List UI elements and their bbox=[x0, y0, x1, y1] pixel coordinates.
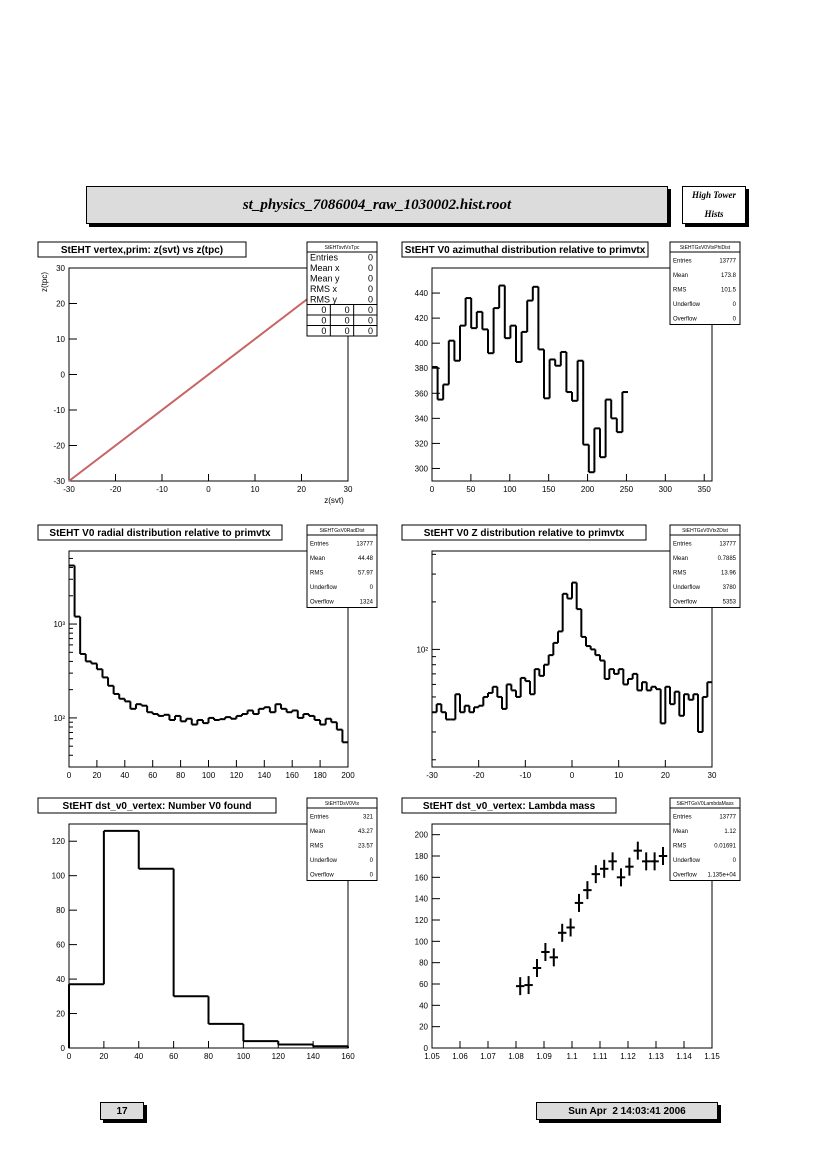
y-tick-label: 320 bbox=[414, 439, 428, 449]
y-axis-label: z(tpc) bbox=[40, 272, 49, 292]
x-tick-label: 60 bbox=[169, 1052, 179, 1061]
chart-panel-2 bbox=[402, 242, 740, 494]
x-tick-label: 140 bbox=[257, 771, 271, 780]
y-tick-label: 40 bbox=[56, 975, 65, 985]
stats-label: Mean y bbox=[310, 273, 340, 284]
x-tick-label: 30 bbox=[343, 485, 353, 494]
stats-grid-cell: 0 bbox=[367, 326, 373, 336]
stats-value: 57.97 bbox=[357, 570, 373, 577]
x-tick-label: 20 bbox=[297, 485, 306, 494]
y-tick-label: 120 bbox=[414, 916, 428, 925]
stats-frame bbox=[670, 798, 740, 881]
stats-name: StEHTGsV0VtxPhiDist bbox=[679, 245, 731, 251]
stats-label: RMS y bbox=[310, 294, 337, 305]
x-tick-label: 0 bbox=[569, 771, 575, 780]
stats-label: RMS x bbox=[310, 284, 337, 294]
y-tick-label: 0 bbox=[60, 370, 65, 380]
x-tick-label: 20 bbox=[92, 771, 102, 780]
stats-value: 0 bbox=[732, 302, 736, 308]
stats-label: RMS bbox=[673, 570, 687, 577]
y-tick-label: 80 bbox=[56, 906, 65, 916]
stats-name: StEHTDsV0Vtx bbox=[324, 801, 360, 807]
stats-value: 1.135e+04 bbox=[707, 872, 736, 879]
x-tick-label: 300 bbox=[658, 485, 673, 494]
x-tick-label: 350 bbox=[697, 485, 711, 494]
y-tick-label: 10³ bbox=[53, 620, 65, 630]
stats-value: 3780 bbox=[722, 585, 736, 591]
stats-label: Underflow bbox=[673, 302, 701, 308]
data-point bbox=[524, 976, 532, 994]
stats-frame bbox=[307, 798, 377, 881]
x-tick-label: -20 bbox=[472, 771, 485, 780]
stats-value: 13.96 bbox=[720, 570, 736, 577]
stats-label: Entries bbox=[673, 258, 692, 265]
y-tick-label: 380 bbox=[414, 364, 428, 374]
y-tick-label: 20 bbox=[419, 1022, 428, 1032]
chart-title: StEHT V0 azimuthal distribution relative to primvtx bbox=[404, 245, 646, 256]
chart-title-box bbox=[402, 242, 648, 257]
stats-label: Underflow bbox=[673, 858, 701, 864]
stats-box bbox=[670, 242, 740, 325]
x-tick-label: 1.13 bbox=[648, 1052, 664, 1061]
x-tick-label: 100 bbox=[503, 485, 517, 494]
stats-label: Entries bbox=[310, 252, 339, 263]
x-tick-label: 1.15 bbox=[704, 1052, 720, 1061]
x-tick-label: 200 bbox=[341, 771, 355, 780]
stats-label: Overflow bbox=[673, 316, 697, 323]
x-tick-label: 1.06 bbox=[452, 1052, 468, 1061]
stats-label: Entries bbox=[673, 814, 692, 821]
data-point bbox=[583, 881, 591, 899]
chart-panel-6 bbox=[402, 798, 740, 1061]
x-tick-label: 1.08 bbox=[508, 1052, 524, 1061]
stats-label: Mean x bbox=[310, 263, 340, 273]
stats-frame bbox=[670, 525, 740, 608]
x-tick-label: 200 bbox=[580, 485, 595, 494]
data-point bbox=[592, 865, 600, 883]
stats-value: 0 bbox=[369, 585, 373, 591]
y-tick-label: 100 bbox=[414, 937, 428, 947]
data-point bbox=[642, 852, 650, 870]
x-tick-label: 10 bbox=[250, 485, 260, 494]
x-tick-label: 120 bbox=[271, 1052, 285, 1061]
data-point bbox=[566, 918, 574, 936]
y-tick-label: 10² bbox=[416, 645, 428, 655]
x-tick-label: -30 bbox=[426, 771, 438, 780]
footer-page-number bbox=[100, 1102, 144, 1120]
data-point bbox=[600, 860, 608, 878]
stats-label: RMS bbox=[310, 843, 324, 850]
stats-value: 0 bbox=[369, 858, 373, 864]
stats-name: StEHTsvtVsTpc bbox=[324, 245, 360, 251]
x-tick-label: -10 bbox=[156, 485, 168, 494]
chart-panel-5 bbox=[38, 798, 377, 1061]
stats-label: Mean bbox=[673, 273, 689, 279]
y-tick-label: 120 bbox=[51, 837, 65, 847]
stats-label: Mean bbox=[310, 829, 326, 835]
footer-page-text: 17 bbox=[116, 1105, 128, 1117]
stats-label: RMS bbox=[673, 843, 687, 850]
y-tick-label: 20 bbox=[56, 1009, 65, 1019]
y-tick-label: 300 bbox=[414, 464, 428, 474]
x-tick-label: 250 bbox=[619, 485, 634, 494]
stats-label: Mean bbox=[673, 829, 689, 835]
x-tick-label: 1.14 bbox=[676, 1052, 692, 1061]
x-tick-label: 1.11 bbox=[592, 1052, 608, 1061]
stats-value: 0 bbox=[367, 273, 373, 284]
y-tick-label: -30 bbox=[53, 477, 65, 486]
x-tick-label: 80 bbox=[204, 1052, 213, 1061]
x-tick-label: 80 bbox=[176, 771, 186, 780]
footer-date bbox=[536, 1102, 718, 1120]
stats-value: 23.57 bbox=[357, 843, 373, 850]
stats-grid-cell: 0 bbox=[344, 315, 350, 326]
stats-grid-cell: 0 bbox=[367, 305, 373, 315]
y-tick-label: 440 bbox=[414, 289, 428, 299]
stats-value: 0 bbox=[367, 252, 373, 263]
x-tick-label: 0 bbox=[429, 485, 435, 494]
stats-label: Overflow bbox=[673, 599, 697, 606]
data-point bbox=[617, 868, 625, 886]
stats-value: 1324 bbox=[359, 599, 373, 606]
data-point bbox=[634, 842, 642, 860]
data-point bbox=[659, 847, 667, 865]
data-point bbox=[625, 858, 633, 876]
stats-frame bbox=[307, 525, 377, 608]
stats-value: 13777 bbox=[356, 541, 373, 548]
y-tick-label: 100 bbox=[51, 871, 65, 881]
y-tick-label: 80 bbox=[419, 958, 428, 968]
stats-box bbox=[670, 525, 740, 608]
footer-date-text: Sun Apr 2 14:03:41 2006 bbox=[568, 1105, 686, 1117]
x-tick-label: -30 bbox=[63, 485, 75, 494]
y-tick-label: 400 bbox=[414, 339, 428, 349]
x-tick-label: 140 bbox=[306, 1052, 320, 1061]
chart-title-box bbox=[402, 798, 616, 813]
x-tick-label: 30 bbox=[707, 771, 717, 780]
stats-label: Underflow bbox=[673, 585, 701, 591]
x-tick-label: 1.05 bbox=[424, 1052, 440, 1061]
stats-name: StEHTGsV0LambdaMass bbox=[676, 801, 734, 807]
stats-grid-cell: 0 bbox=[321, 315, 327, 326]
y-tick-label: 140 bbox=[414, 894, 428, 904]
x-tick-label: -20 bbox=[109, 485, 122, 494]
y-tick-label: 420 bbox=[414, 314, 428, 324]
stats-label: Overflow bbox=[310, 872, 334, 879]
stats-grid-cell: 0 bbox=[344, 305, 350, 315]
y-tick-label: 200 bbox=[414, 830, 428, 840]
x-tick-label: 40 bbox=[134, 1052, 144, 1061]
x-tick-label: 120 bbox=[229, 771, 244, 780]
plot-frame bbox=[69, 551, 348, 767]
stats-value: 44.48 bbox=[357, 556, 373, 562]
stats-value: 13777 bbox=[719, 541, 736, 548]
chart-panel-3 bbox=[38, 525, 377, 780]
data-point bbox=[541, 943, 549, 961]
stats-value: 0 bbox=[732, 316, 736, 323]
x-tick-label: 100 bbox=[236, 1052, 251, 1061]
x-tick-label: -10 bbox=[519, 771, 532, 780]
correlation-line bbox=[69, 268, 348, 481]
stats-value: 0.7885 bbox=[717, 556, 736, 562]
x-tick-label: 180 bbox=[313, 771, 327, 780]
stats-label: RMS bbox=[310, 570, 324, 577]
stats-label: Entries bbox=[673, 541, 692, 548]
stats-grid-cell: 0 bbox=[321, 326, 327, 336]
stats-label: Underflow bbox=[310, 585, 338, 591]
x-tick-label: 0 bbox=[66, 1052, 72, 1061]
stats-value: 0 bbox=[732, 858, 736, 864]
header-tag-line1: High Tower bbox=[692, 190, 736, 200]
stats-grid-cell: 0 bbox=[344, 326, 350, 336]
data-point bbox=[575, 894, 583, 912]
stats-name: StEHTGsV0RadDist bbox=[319, 528, 365, 534]
x-tick-label: 20 bbox=[99, 1052, 109, 1061]
x-tick-label: 160 bbox=[341, 1052, 355, 1061]
chart-title-box bbox=[38, 242, 246, 257]
data-point bbox=[558, 924, 566, 942]
stats-value: 0 bbox=[367, 263, 373, 273]
stats-grid-cell: 0 bbox=[321, 305, 327, 315]
chart-title: StEHT V0 Z distribution relative to primvtx bbox=[423, 528, 625, 539]
stats-value: 0 bbox=[367, 294, 373, 305]
stats-label: Overflow bbox=[673, 872, 697, 879]
data-point bbox=[533, 959, 541, 977]
data-point bbox=[550, 948, 558, 966]
x-tick-label: 1.09 bbox=[536, 1052, 552, 1061]
stats-label: Overflow bbox=[310, 599, 334, 606]
y-tick-label: 20 bbox=[56, 299, 65, 309]
header-tag-line2: Hists bbox=[704, 209, 724, 219]
y-tick-label: 30 bbox=[56, 264, 65, 273]
x-axis-label: z(svt) bbox=[324, 496, 344, 505]
stats-box bbox=[307, 798, 377, 881]
x-tick-label: 160 bbox=[285, 771, 299, 780]
chart-title: StEHT vertex,prim: z(svt) vs z(tpc) bbox=[60, 245, 224, 256]
stats-label: Entries bbox=[310, 814, 329, 821]
stats-grid-cell: 0 bbox=[367, 315, 373, 326]
header-title-text: st_physics_7086004_raw_1030002.hist.root bbox=[242, 196, 512, 213]
y-tick-label: -10 bbox=[53, 406, 65, 415]
data-point bbox=[650, 852, 658, 870]
stats-value: 173.8 bbox=[720, 273, 736, 279]
stats-value: 1.12 bbox=[724, 829, 736, 835]
stats-value: 13777 bbox=[719, 258, 736, 265]
x-tick-label: 150 bbox=[541, 485, 556, 494]
x-tick-label: 0 bbox=[66, 771, 72, 780]
stats-value: 0.01691 bbox=[714, 843, 736, 850]
stats-frame bbox=[670, 242, 740, 325]
stats-value: 43.27 bbox=[357, 829, 373, 835]
chart-title-box bbox=[38, 798, 276, 813]
stats-value: 0 bbox=[367, 284, 373, 294]
chart-panel-4 bbox=[402, 525, 740, 780]
stats-box bbox=[307, 525, 377, 608]
chart-panel-1 bbox=[38, 242, 377, 505]
y-tick-label: -20 bbox=[53, 441, 65, 451]
x-tick-label: 100 bbox=[201, 771, 216, 780]
x-tick-label: 1.07 bbox=[480, 1052, 496, 1061]
chart-title: StEHT V0 radial distribution relative to primvtx bbox=[49, 528, 271, 539]
chart-title-box bbox=[38, 525, 282, 540]
stats-label: Mean bbox=[310, 556, 326, 562]
y-tick-label: 10 bbox=[56, 335, 65, 344]
stats-box bbox=[307, 242, 377, 336]
x-tick-label: 50 bbox=[466, 485, 476, 494]
y-tick-label: 10² bbox=[53, 713, 65, 723]
x-tick-label: 40 bbox=[120, 771, 130, 780]
stats-value: 5353 bbox=[722, 599, 736, 606]
y-tick-label: 0 bbox=[60, 1044, 65, 1053]
stats-box bbox=[670, 798, 740, 881]
y-tick-label: 340 bbox=[414, 414, 428, 424]
stats-value: 0 bbox=[369, 872, 373, 879]
y-tick-label: 0 bbox=[423, 1044, 428, 1053]
y-tick-label: 60 bbox=[419, 980, 428, 989]
data-point bbox=[608, 852, 616, 870]
y-tick-label: 160 bbox=[414, 873, 428, 883]
y-tick-label: 40 bbox=[419, 1001, 428, 1011]
x-tick-label: 20 bbox=[660, 771, 670, 780]
stats-label: Mean bbox=[673, 556, 689, 562]
x-tick-label: 1.12 bbox=[620, 1052, 636, 1061]
y-tick-label: 360 bbox=[414, 389, 428, 399]
x-tick-label: 60 bbox=[148, 771, 158, 780]
chart-title: StEHT dst_v0_vertex: Lambda mass bbox=[422, 801, 596, 812]
y-tick-label: 180 bbox=[414, 852, 428, 861]
stats-value: 13777 bbox=[719, 814, 736, 821]
stats-label: Entries bbox=[310, 541, 329, 548]
y-tick-label: 60 bbox=[56, 940, 65, 950]
stats-value: 101.5 bbox=[720, 287, 736, 294]
stats-label: RMS bbox=[673, 287, 687, 294]
chart-title: StEHT dst_v0_vertex: Number V0 found bbox=[62, 801, 252, 812]
data-point bbox=[516, 977, 524, 995]
stats-value: 321 bbox=[362, 814, 373, 821]
stats-label: Underflow bbox=[310, 858, 338, 864]
chart-title-box bbox=[402, 525, 646, 540]
stats-name: StEHTGsV0Vtx2Dist bbox=[682, 528, 728, 534]
x-tick-label: 1.1 bbox=[566, 1052, 578, 1061]
x-tick-label: 10 bbox=[614, 771, 624, 780]
x-tick-label: 0 bbox=[206, 485, 211, 494]
